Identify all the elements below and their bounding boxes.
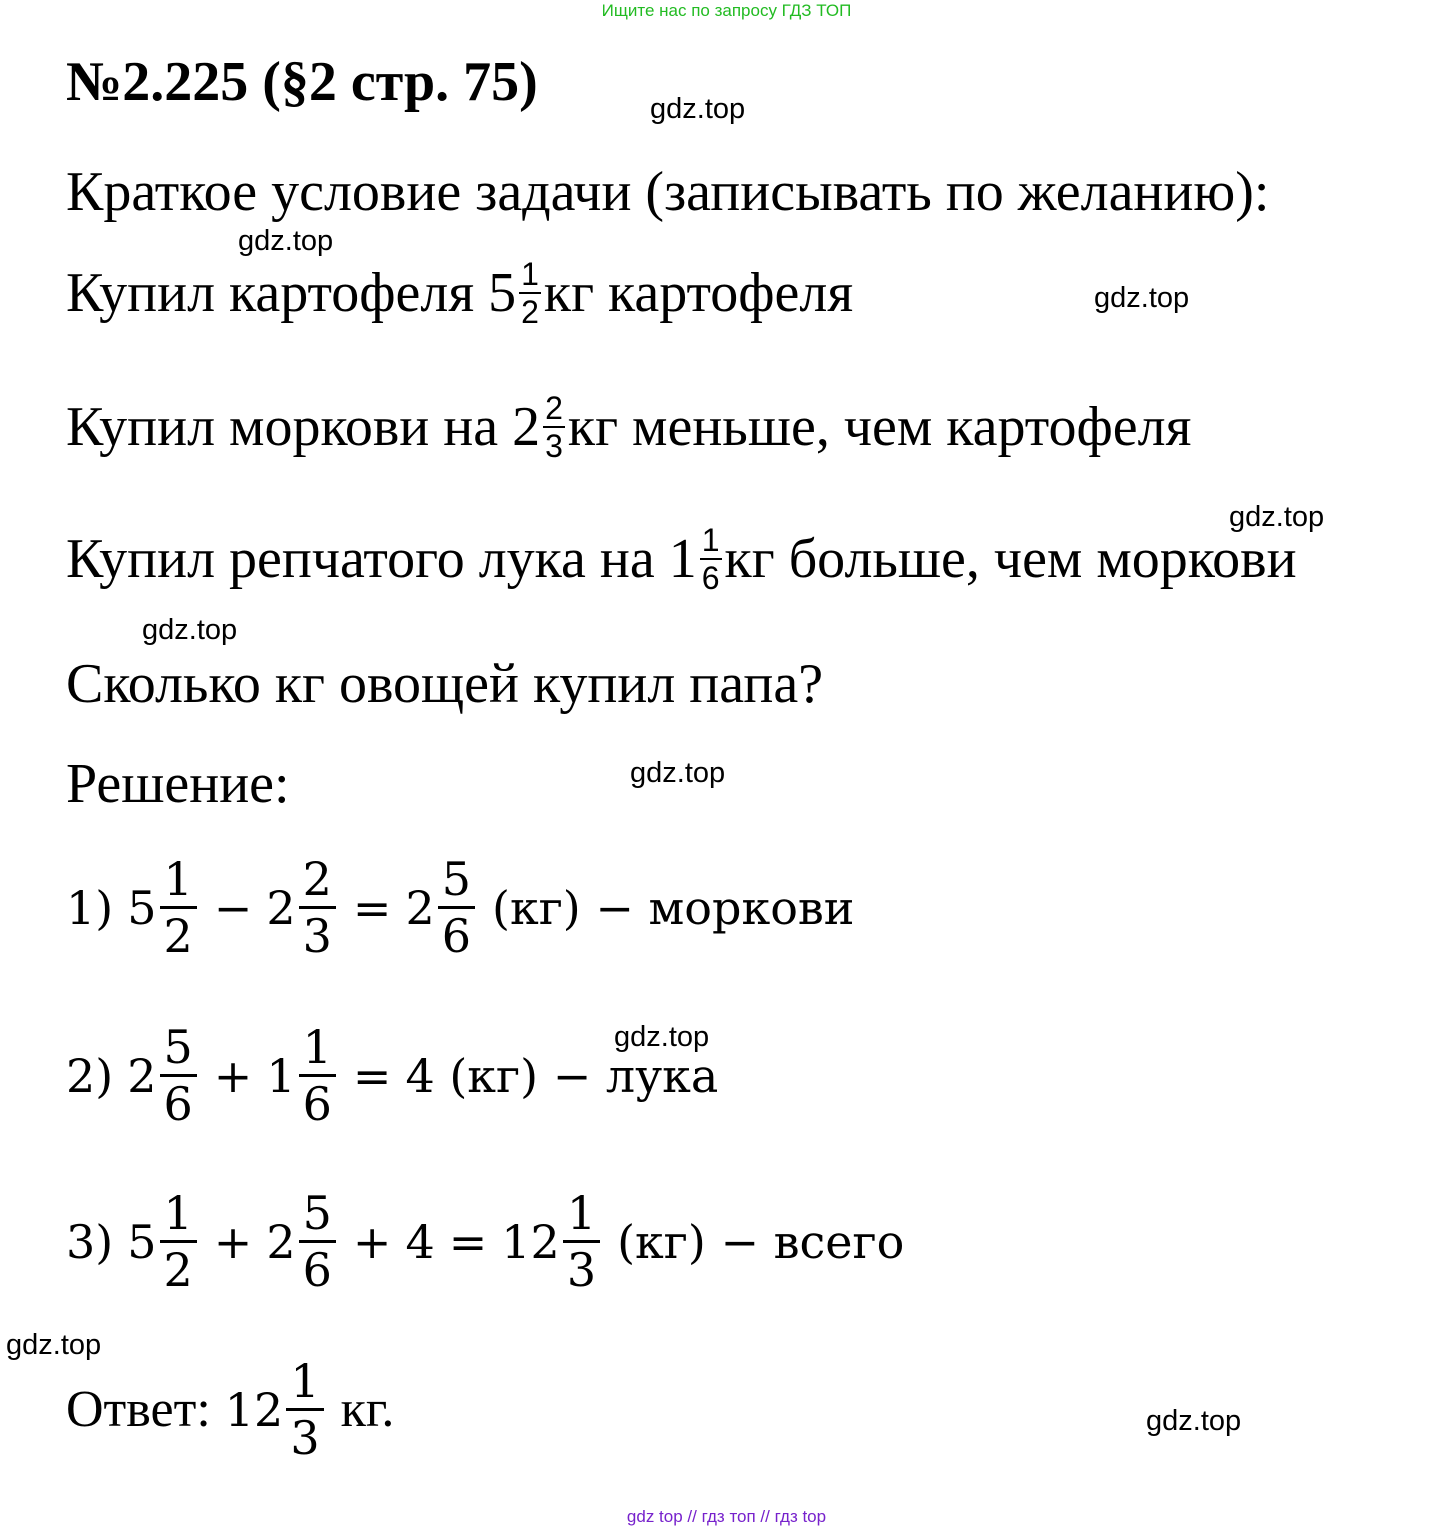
fraction (299, 1020, 336, 1131)
top-banner: Ищите нас по запросу ГДЗ ТОП (601, 1, 852, 20)
numerator: 1 (701, 522, 720, 558)
solution-label: Решение: (66, 753, 290, 815)
step-label: 1) (66, 880, 114, 935)
numerator: 1 (163, 852, 193, 906)
step-result: 4 (кг) − лука (405, 1048, 719, 1103)
denominator: 2 (163, 909, 193, 963)
denominator: 6 (302, 1077, 332, 1131)
watermark: gdz.top (1229, 501, 1325, 533)
numerator: 1 (566, 1186, 597, 1240)
denominator: 6 (163, 1077, 193, 1131)
fraction (700, 524, 722, 594)
fraction (160, 1186, 197, 1297)
mixed-whole: 2 (266, 880, 296, 935)
question: Сколько кг овощей купил папа? (66, 653, 824, 715)
fraction (160, 1020, 197, 1131)
numerator: 5 (302, 1186, 332, 1240)
watermark: gdz.top (1094, 282, 1190, 314)
equals: = (352, 880, 392, 935)
mixed-whole: 5 (488, 262, 517, 324)
step-tail: (кг) − моркови (492, 880, 855, 935)
equals: = (448, 1214, 488, 1269)
line-text-after: кг картофеля (543, 262, 854, 324)
line-text-before: Купил картофеля (66, 262, 475, 324)
footer-links: gdz top // гдз топ // гдз top (626, 1507, 827, 1526)
line-text-after: кг больше, чем моркови (724, 528, 1297, 590)
mixed-whole: 12 (501, 1214, 560, 1269)
equals: = (352, 1048, 392, 1103)
step-label: 2) (66, 1048, 114, 1103)
operator: + (352, 1214, 392, 1269)
numerator: 2 (545, 390, 563, 426)
mixed-whole: 2 (405, 880, 435, 935)
mixed-whole: 2 (266, 1214, 296, 1269)
solution-step-1 (66, 852, 855, 963)
condition-line-potatoes (66, 258, 853, 328)
denominator: 3 (545, 428, 563, 464)
denominator: 2 (163, 1243, 193, 1297)
mixed-whole: 2 (512, 396, 541, 458)
fraction (299, 1186, 336, 1297)
solution-step-3 (66, 1186, 905, 1297)
numerator: 1 (521, 256, 539, 292)
operator: − (213, 880, 253, 935)
mixed-whole: 1 (668, 528, 697, 590)
numerator: 1 (302, 1020, 332, 1074)
line-text-before: Купил моркови на (66, 396, 499, 458)
line-text-before: Купил репчатого лука на (66, 528, 655, 590)
step-label: 3) (66, 1214, 114, 1269)
numerator: 1 (290, 1354, 320, 1408)
addend: 4 (405, 1214, 435, 1269)
fraction (160, 852, 197, 963)
mixed-whole: 5 (127, 1214, 157, 1269)
step-tail: (кг) − всего (617, 1214, 905, 1269)
watermark: gdz.top (1146, 1405, 1242, 1437)
numerator: 2 (302, 852, 332, 906)
numerator: 5 (163, 1020, 193, 1074)
denominator: 6 (701, 560, 720, 596)
denominator: 6 (302, 1243, 332, 1297)
fraction (299, 852, 336, 963)
denominator: 3 (290, 1411, 320, 1465)
fraction (543, 392, 565, 462)
mixed-whole: 12 (224, 1382, 284, 1437)
condition-line-onion (66, 524, 1297, 594)
fraction (286, 1354, 323, 1465)
watermark: gdz.top (630, 757, 726, 789)
watermark: gdz.top (650, 93, 746, 125)
answer (66, 1354, 395, 1465)
operator: + (213, 1214, 253, 1269)
numerator: 1 (163, 1186, 193, 1240)
fraction (519, 258, 541, 328)
watermark: gdz.top (6, 1329, 102, 1361)
mixed-whole: 5 (127, 880, 157, 935)
denominator: 3 (566, 1243, 597, 1297)
watermark: gdz.top (238, 225, 334, 257)
watermark: gdz.top (142, 614, 238, 646)
numerator: 5 (441, 852, 471, 906)
operator: + (213, 1048, 253, 1103)
condition-header: Краткое условие задачи (записывать по желанию): (66, 161, 1270, 223)
denominator: 6 (441, 909, 471, 963)
watermark: gdz.top (614, 1021, 710, 1053)
mixed-whole: 2 (127, 1048, 157, 1103)
fraction (438, 852, 475, 963)
denominator: 2 (521, 294, 539, 330)
answer-label: Ответ: (66, 1381, 211, 1438)
denominator: 3 (302, 909, 332, 963)
condition-line-carrots (66, 392, 1191, 462)
line-text-after: кг меньше, чем картофеля (567, 396, 1192, 458)
answer-unit: кг. (340, 1381, 395, 1438)
fraction (563, 1186, 600, 1297)
exercise-title: №2.225 (§2 стр. 75) (66, 51, 538, 113)
mixed-whole: 1 (266, 1048, 296, 1103)
